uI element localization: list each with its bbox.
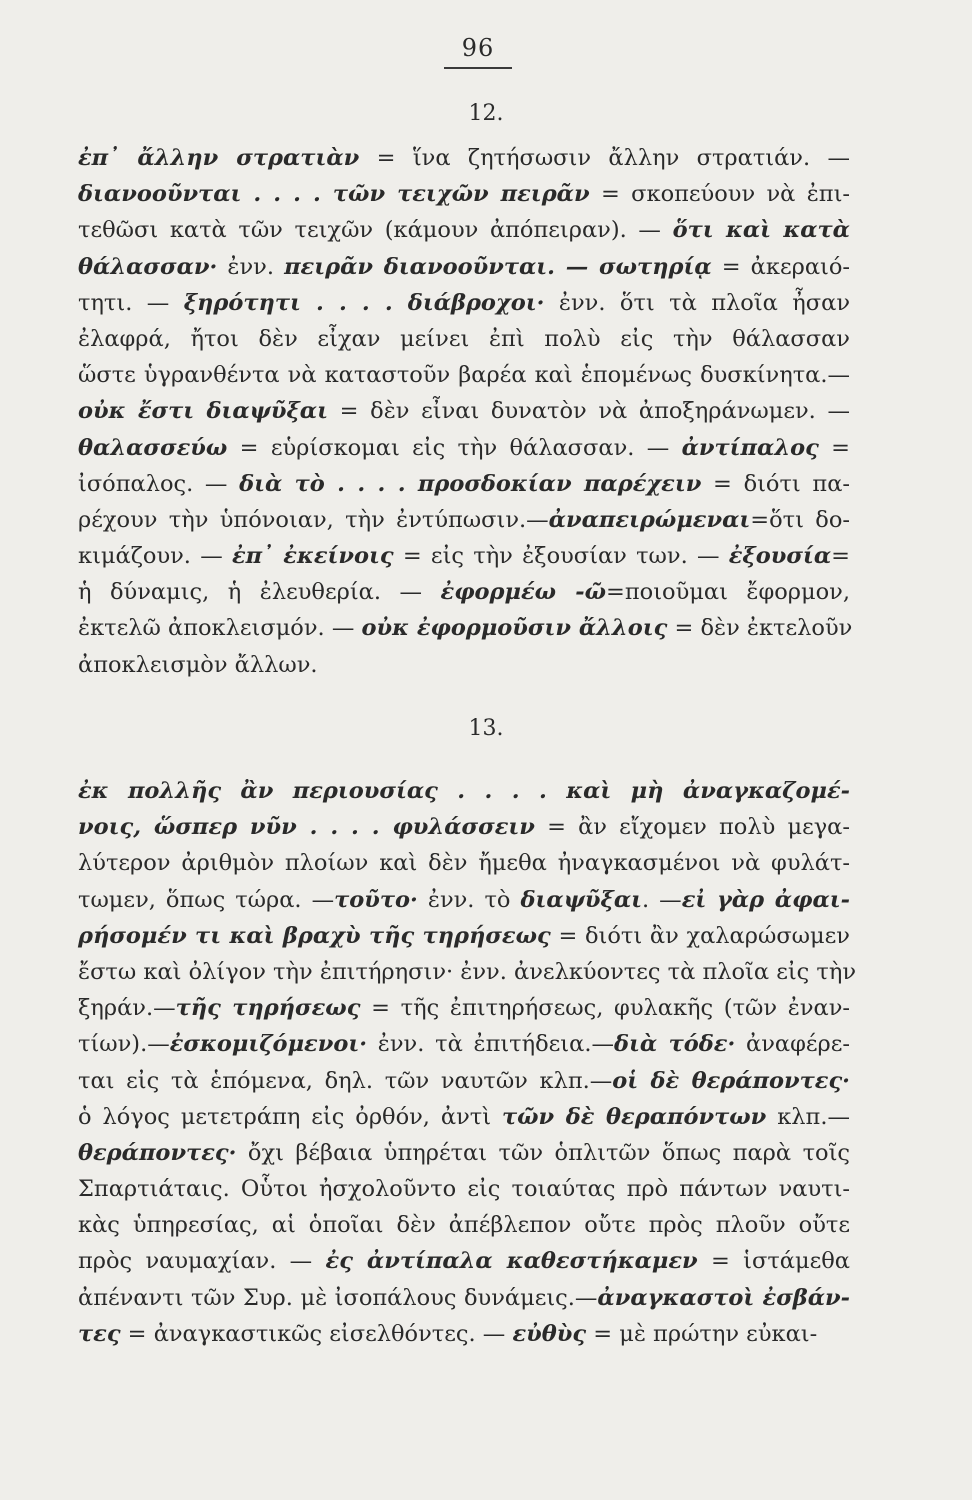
text-line	[78, 212, 850, 248]
text-line	[78, 610, 853, 646]
gloss-text: ἀπέναντι τῶν Συρ. μὲ ἰσοπάλους δυνάμεις.—	[78, 1284, 598, 1311]
greek-term: τοῦτο·	[334, 886, 418, 913]
greek-term: οἱ δὲ θεράποντες·	[612, 1067, 850, 1094]
text-line	[78, 882, 850, 918]
greek-term: διὰ τόδε·	[613, 1031, 736, 1058]
gloss-text: τωμεν, ὅπως τώρα. —	[78, 886, 335, 913]
text-line	[78, 1207, 850, 1243]
section-13-text	[78, 773, 857, 1352]
greek-term: ἐς ἀντίπαλα καθεστήκαμεν	[325, 1248, 698, 1275]
greek-term: διαψῦξαι	[520, 886, 643, 913]
page-number-rule	[444, 67, 512, 69]
text-line	[78, 466, 850, 502]
greek-term: ἐπ᾽ ἄλλην στρατιὰν	[78, 145, 360, 171]
gloss-text: ἐνν. ὅτι τὰ πλοῖα ἦσαν	[544, 289, 851, 316]
gloss-text: ἐνν.	[217, 253, 285, 280]
gloss-text: = ἵνα ζητήσωσιν ἄλλην στρατιάν. —	[359, 145, 850, 171]
gloss-text: = εἰς τὴν ἐξουσίαν των. —	[393, 543, 729, 570]
gloss-text: = διότι ἂν χαλαρώσωμεν	[550, 922, 850, 949]
greek-term: οὐκ ἐφορμοῦσιν ἄλλοις	[361, 615, 668, 642]
gloss-text: λύτερον ἀριθμὸν πλοίων καὶ δὲν ἤμεθα ἠναγκασμένοι νὰ φυλάτ-	[78, 850, 850, 877]
gloss-text: ρέχουν τὴν ὑπόνοιαν, τὴν ἐντύπωσιν.—	[78, 506, 549, 533]
gloss-text: ἀποκλεισμὸν ἄλλων.	[78, 651, 318, 678]
text-line	[78, 538, 850, 574]
greek-term: θαλασσεύω	[78, 434, 228, 461]
gloss-text: ἐκτελῶ ἀποκλεισμόν. —	[78, 615, 362, 642]
text-line	[78, 1026, 850, 1062]
gloss-text: = δὲν ἐκτελοῦν	[667, 615, 853, 642]
gloss-text: ται εἰς τὰ ἑπόμενα, δηλ. τῶν ναυτῶν κλπ.—	[78, 1067, 613, 1094]
greek-term: ἀναπειρώμεναι	[548, 506, 751, 533]
section-number-13: 13.	[468, 716, 504, 741]
text-line	[78, 1280, 850, 1316]
greek-term: θεράποντες·	[78, 1139, 237, 1166]
greek-term: ξηρότητι . . . . διάβροχοι·	[183, 289, 545, 316]
greek-term: διὰ τὸ . . . . προσδοκίαν παρέχειν	[239, 470, 702, 497]
gloss-text: ξηράν.—	[78, 995, 176, 1022]
greek-term: εὐθὺς	[512, 1320, 587, 1347]
gloss-text: . —	[642, 886, 682, 913]
text-line	[78, 321, 850, 357]
greek-term: πειρᾶν διανοοῦνται. — σωτηρίᾳ	[284, 253, 712, 280]
greek-term: ἐπ᾽ ἐκείνοις	[231, 543, 394, 570]
gloss-text: = μὲ πρώτην εὐκαι-	[586, 1320, 818, 1347]
greek-term: ὅτι καὶ κατὰ	[672, 217, 850, 244]
gloss-text: =ὅτι δο-	[750, 506, 850, 533]
text-line	[78, 647, 850, 683]
greek-term: οὐκ ἔστι διαψῦξαι	[78, 398, 328, 425]
greek-term: ρήσομέν τι καὶ βραχὺ τῆς τηρήσεως	[78, 922, 551, 949]
greek-term: θάλασσαν·	[78, 253, 218, 280]
greek-term: τῶν δὲ θεραπόντων	[501, 1103, 767, 1130]
text-line	[78, 285, 850, 321]
text-line	[78, 176, 850, 212]
text-line	[78, 845, 850, 881]
text-line	[78, 430, 850, 466]
greek-term: εἰ γὰρ ἀφαι-	[681, 886, 850, 913]
text-line	[78, 990, 850, 1026]
gloss-text: τητι. —	[78, 289, 184, 316]
gloss-text: =	[831, 543, 850, 570]
text-line	[78, 1135, 850, 1171]
gloss-text: ὥστε ὑγρανθέντα νὰ καταστοῦν βαρέα καὶ ἑπομένως δυσκίνητα.—	[78, 362, 850, 389]
gloss-text: = ἂν εἴχομεν πολὺ μεγα-	[534, 814, 850, 841]
gloss-text: ἀναφέρε-	[735, 1031, 850, 1058]
gloss-text: ὄχι βέβαια ὑπηρέται τῶν ὁπλιτῶν ὅπως παρὰ τοῖς	[236, 1139, 850, 1166]
gloss-text: ἐνν. τὸ	[417, 886, 521, 913]
gloss-text: κὰς ὑπηρεσίας, αἱ ὁποῖαι δὲν ἀπέβλεπον οὔτε πρὸς πλοῦν οὔτε	[78, 1212, 850, 1239]
gloss-text: =ποιοῦμαι ἔφορμον,	[606, 579, 850, 606]
text-line	[78, 954, 857, 990]
gloss-text: = διότι πα-	[701, 470, 850, 497]
gloss-text: κλπ.—	[766, 1103, 850, 1130]
greek-term: τες	[78, 1320, 121, 1347]
text-line	[78, 357, 850, 393]
gloss-text: Σπαρτιάταις. Οὗτοι ἠσχολοῦντο εἰς τοιαύτας πρὸ πάντων ναυτι-	[78, 1176, 850, 1203]
text-line	[78, 1243, 850, 1279]
text-line	[78, 1316, 850, 1352]
gloss-text: ἰσόπαλος. —	[78, 470, 240, 497]
gloss-text: = σκοπεύουν νὰ ἐπι-	[589, 181, 850, 208]
text-line	[78, 574, 850, 610]
gloss-text: = ἀναγκαστικῶς εἰσελθόντες. —	[120, 1320, 513, 1347]
text-line	[78, 918, 850, 954]
greek-term: ἐκ πολλῆς ἂν περιουσίας . . . . καὶ μὴ ἀναγκαζομέ-	[78, 778, 850, 804]
gloss-text: ἐλαφρά, ἤτοι δὲν εἶχαν μείνει ἐπὶ πολὺ εἰς τὴν θάλασσαν	[78, 325, 850, 352]
greek-term: νοις, ὥσπερ νῦν . . . . φυλάσσειν	[78, 814, 535, 841]
text-line	[78, 809, 850, 845]
greek-term: ἐξουσία	[728, 543, 832, 570]
greek-term: ἐσκομιζόμενοι·	[169, 1031, 368, 1058]
gloss-text: = ἀκεραιό-	[711, 253, 850, 280]
gloss-text: = δὲν εἶναι δυνατὸν νὰ ἀποξηράνωμεν. —	[327, 398, 850, 425]
gloss-text: =	[818, 434, 850, 461]
greek-term: τῆς τηρήσεως	[175, 995, 361, 1022]
gloss-text: = ἱστάμεθα	[697, 1248, 851, 1275]
gloss-text: = εὑρίσκομαι εἰς τὴν θάλασσαν. —	[227, 434, 682, 461]
page-number: 96	[461, 34, 495, 62]
gloss-text: ἐνν. τὰ ἐπιτήδεια.—	[367, 1031, 614, 1058]
gloss-text: τεθῶσι κατὰ τῶν τειχῶν (κάμουν ἀπόπειραν). —	[78, 217, 673, 244]
text-line	[78, 773, 850, 809]
gloss-text: ἔστω καὶ ὀλίγον τὴν ἐπιτήρησιν· ἐνν. ἀνελκύοντες τὰ πλοῖα εἰς τὴν	[78, 958, 857, 985]
gloss-text: ἡ δύναμις, ἡ ἐλευθερία. —	[78, 579, 441, 606]
section-12-text	[78, 140, 853, 683]
greek-term: ἐφορμέω -ῶ	[440, 579, 607, 606]
greek-term: ἀναγκαστοὶ ἐσβάν-	[597, 1284, 850, 1311]
text-line	[78, 1171, 850, 1207]
text-line	[78, 502, 850, 538]
gloss-text: ὁ λόγος μετετράπη εἰς ὀρθόν, ἀντὶ	[78, 1103, 502, 1130]
gloss-text: πρὸς ναυμαχίαν. —	[78, 1248, 326, 1275]
gloss-text: τίων).—	[78, 1031, 170, 1058]
gloss-text: κιμάζουν. —	[78, 543, 232, 570]
section-number-12: 12.	[468, 101, 504, 126]
text-line	[78, 1063, 850, 1099]
text-line	[78, 393, 850, 429]
gloss-text: = τῆς ἐπιτηρήσεως, φυλακῆς (τῶν ἐναν-	[360, 995, 850, 1022]
greek-term: ἀντίπαλος	[681, 434, 819, 461]
text-line	[78, 140, 850, 176]
text-line	[78, 249, 850, 285]
greek-term: διανοοῦνται . . . . τῶν τειχῶν πειρᾶν	[78, 181, 590, 208]
text-line	[78, 1099, 850, 1135]
